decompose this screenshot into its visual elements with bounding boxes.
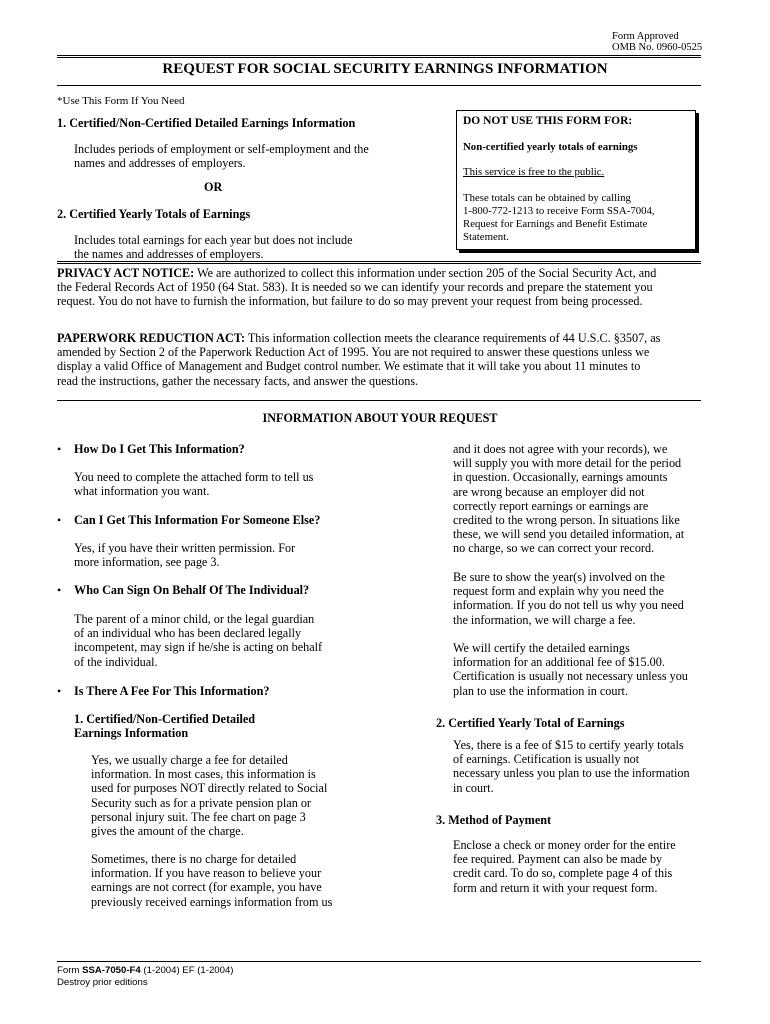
right-paragraph-1: and it does not agree with your records), we will supply you with more detail for the period in question. Occasionally, earnings amounts are wrong because an employer did not correctly report earnings or earnings are credited to the wrong person. In situations like these, we will send you detailed information, at no charge, so we can correct your record. <box>453 442 685 556</box>
privacy-rule-1 <box>57 261 701 262</box>
notice-text: These totals can be obtained by calling 1-800-772-1213 to receive Form SSA-7004, Request for Earnings and Benefit Estimate Statement. <box>463 192 655 243</box>
notice-subtitle: Non-certified yearly totals of earnings <box>463 141 638 153</box>
form-edition: (1-2004) EF (1-2004) <box>140 965 234 976</box>
privacy-text: We are authorized to collect this information under section 205 of the Social Security Act, and the Federal Records Act of 1950 (64 Stat. 583). It is needed so we can identify your records and prepare the statement you request. You do not have to furnish the information, but failure to do so may prevent your request from being processed. <box>57 266 657 309</box>
notice-title: DO NOT USE THIS FORM FOR: <box>463 115 633 127</box>
header-rule-2 <box>57 57 701 58</box>
destroy-note: Destroy prior editions <box>57 977 148 988</box>
privacy-rule-2 <box>57 263 701 264</box>
notice-free: This service is free to the public. <box>463 166 605 178</box>
item1-title: 1. Certified/Non-Certified Detailed Earnings Information <box>57 116 356 130</box>
do-not-use-box <box>456 110 696 250</box>
form-word: Form <box>57 965 83 976</box>
q1-title: How Do I Get This Information? <box>74 442 245 456</box>
q3-title: Who Can Sign On Behalf Of The Individual? <box>74 583 310 597</box>
q4-title: Is There A Fee For This Information? <box>74 684 270 698</box>
sub1-paragraph-2: Sometimes, there is no charge for detailed information. If you have reason to believe your earnings are not correct (for example, you have previously received earnings information from us <box>91 852 333 909</box>
q3-answer: The parent of a minor child, or the legal guardian of an individual who has been declared legally incompetent, may sign if he/she is acting on behalf of the individual. <box>74 612 323 669</box>
or-label: OR <box>204 180 223 194</box>
omb-number: OMB No. 0960-0525 <box>612 42 703 53</box>
q1-answer: You need to complete the attached form to tell us what information you want. <box>74 470 314 499</box>
sub2-title: 2. Certified Yearly Total of Earnings <box>436 716 625 730</box>
item1-text: Includes periods of employment or self-employment and the names and addresses of employers. <box>74 142 369 171</box>
privacy-label: PRIVACY ACT NOTICE: <box>57 266 195 280</box>
q2-title: Can I Get This Information For Someone Else? <box>74 513 321 527</box>
bullet-icon: • <box>57 442 62 456</box>
right-paragraph-3: We will certify the detailed earnings information for an additional fee of $15.00. Certification is usually not necessary unless you plan to use the information in court. <box>453 641 688 698</box>
sub1-paragraph-1: Yes, we usually charge a fee for detailed information. In most cases, this information is used for purposes NOT directly related to Social Security such as for a private pension plan or personal injury suit. The fee chart on page 3 gives the amount of the charge. <box>91 753 328 839</box>
footer-rule <box>57 961 701 962</box>
privacy-notice <box>57 266 717 309</box>
title-rule <box>57 85 701 86</box>
sub1-title: 1. Certified/Non-Certified Detailed Earnings Information <box>74 712 256 741</box>
right-paragraph-2: Be sure to show the year(s) involved on the request form and explain why you need the information. If you do not tell us why you need the information, we will charge a fee. <box>453 570 684 627</box>
info-heading: INFORMATION ABOUT YOUR REQUEST <box>262 411 498 425</box>
sub3-text: Enclose a check or money order for the entire fee required. Payment can also be made by credit card. To do so, complete page 4 of this form and return it with your request form. <box>453 838 676 895</box>
paperwork-text: This information collection meets the clearance requirements of 44 U.S.C. §3507, as amended by Section 2 of the Paperwork Reduction Act of 1995. You are not required to answer these questions unless we display a valid Office of Management and Budget control number. We estimate that it will take you about 11 minutes to read the instructions, gather the necessary facts, and answer the questions. <box>57 331 661 388</box>
paperwork-notice <box>57 331 717 388</box>
q2-answer: Yes, if you have their written permission. For more information, see page 3. <box>74 541 296 570</box>
info-rule <box>57 400 701 401</box>
item2-title: 2. Certified Yearly Totals of Earnings <box>57 207 251 221</box>
use-form-note: *Use This Form If You Need <box>57 95 185 107</box>
form-number <box>57 965 234 977</box>
bullet-icon: • <box>57 583 62 597</box>
item2-text: Includes total earnings for each year but does not include the names and addresses of employers. <box>74 233 353 262</box>
paperwork-label: PAPERWORK REDUCTION ACT: <box>57 331 246 345</box>
form-id: SSA-7050-F4 <box>82 965 141 976</box>
header-rule-1 <box>57 55 701 56</box>
bullet-icon: • <box>57 513 62 527</box>
sub3-title: 3. Method of Payment <box>436 813 552 827</box>
page-title: REQUEST FOR SOCIAL SECURITY EARNINGS INFORMATION <box>162 61 608 77</box>
sub2-text: Yes, there is a fee of $15 to certify yearly totals of earnings. Cetification is usually not necessary unless you plan to use the information in court. <box>453 738 690 795</box>
form-approved-label: Form Approved <box>612 31 679 42</box>
bullet-icon: • <box>57 684 62 698</box>
